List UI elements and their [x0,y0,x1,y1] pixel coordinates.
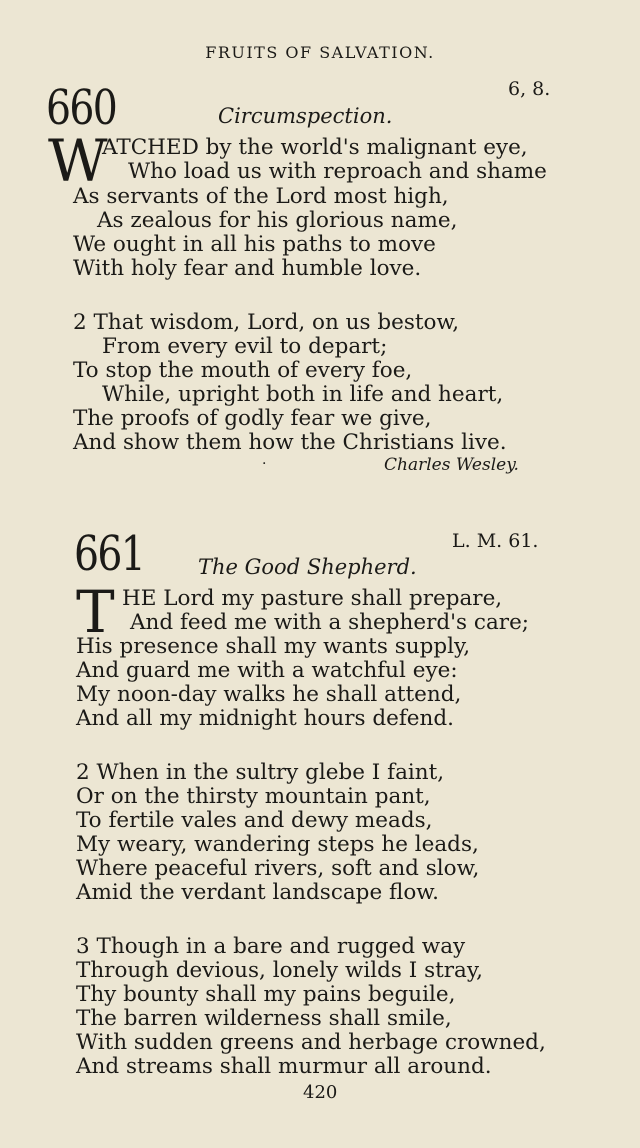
verse-line: And feed me with a shepherd's care; [130,610,530,635]
verse-line: The barren wilderness shall smile, [76,1006,452,1031]
verse-line: ATCHED by the world's malignant eye, [102,135,528,160]
verse-line: The proofs of godly fear we give, [73,406,432,431]
verse-line: And streams shall murmur all around. [76,1054,492,1079]
verse-line: With holy fear and humble love. [73,256,422,281]
hymn-author: Charles Wesley. [384,455,519,475]
drop-cap: T [76,578,115,646]
verse-line: And all my midnight hours defend. [76,706,454,731]
hymn-meter: L. M. 61. [452,530,539,552]
print-speck: · [262,456,267,472]
verse-line: And show them how the Christians live. [73,430,507,455]
hymn-number: 661 [74,526,145,582]
hymn-number: 660 [46,80,117,136]
verse-line: And guard me with a watchful eye: [76,658,458,683]
verse-line: My weary, wandering steps he leads, [76,832,479,857]
verse-line: Thy bounty shall my pains beguile, [76,982,456,1007]
hymn-title: The Good Shepherd. [198,555,417,579]
verse-line: Who load us with reproach and shame [128,159,547,184]
verse-line: HE Lord my pasture shall prepare, [122,586,503,611]
verse-line: 2 That wisdom, Lord, on us bestow, [73,310,460,335]
running-header: FRUITS OF SALVATION. [205,43,435,62]
verse-line: 2 When in the sultry glebe I faint, [76,760,445,785]
verse-line: As servants of the Lord most high, [73,184,449,209]
verse-line: We ought in all his paths to move [73,232,436,257]
verse-line: 3 Though in a bare and rugged way [76,934,466,959]
page-number: 420 [303,1082,338,1103]
verse-line: With sudden greens and herbage crowned, [76,1030,546,1055]
verse-line: My noon-day walks he shall attend, [76,682,462,707]
drop-cap: W [48,127,108,195]
verse-line: Or on the thirsty mountain pant, [76,784,431,809]
verse-line: From every evil to depart; [102,334,388,359]
verse-line: As zealous for his glorious name, [97,208,458,233]
verse-line: His presence shall my wants supply, [76,634,471,659]
verse-line: While, upright both in life and heart, [102,382,504,407]
verse-line: To fertile vales and dewy meads, [76,808,433,833]
verse-line: Amid the verdant landscape flow. [76,880,439,905]
verse-line: Through devious, lonely wilds I stray, [76,958,483,983]
hymn-meter: 6, 8. [508,78,551,100]
verse-line: Where peaceful rivers, soft and slow, [76,856,480,881]
verse-line: To stop the mouth of every foe, [73,358,413,383]
hymn-title: Circumspection. [218,104,393,128]
